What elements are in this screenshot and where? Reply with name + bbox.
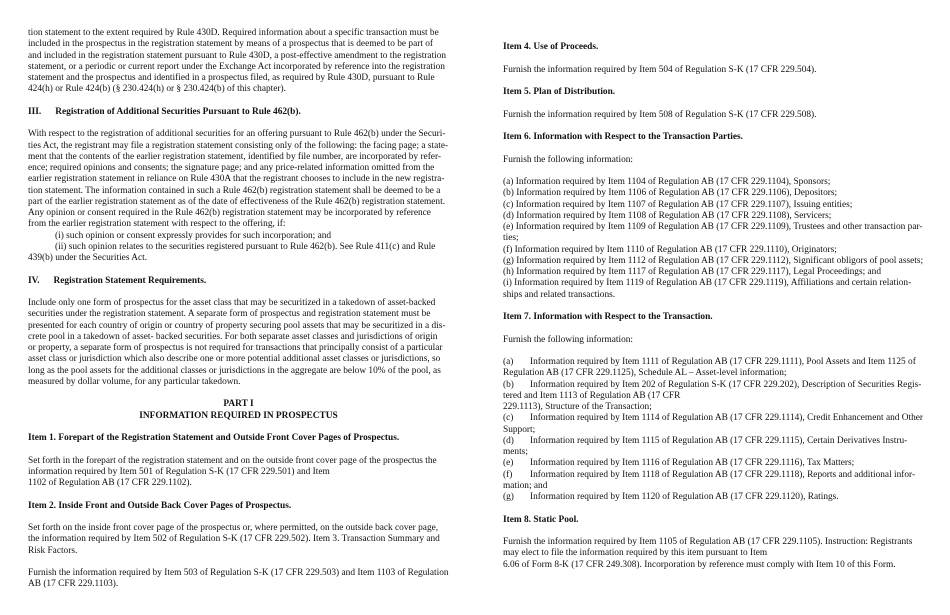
text-line: Furnish the information required by Item 503 of Regulation S-K (17 CFR 229.503) and Item 1103 of Regulation: [28, 568, 449, 578]
item-1-heading: Item 1. Forepart of the Registration Statement and Outside Front Cover Pages of Prospectus.: [28, 433, 400, 443]
item-6-heading: Item 6. Information with Respect to the Transaction Parties.: [503, 132, 743, 142]
item-6-intro: [503, 155, 923, 166]
list-text: Information required by Item 1115 of Regulation AB (17 CFR 229.1115), Certain Derivatives Instru-: [530, 435, 908, 446]
paragraph-rule-462b: [28, 129, 449, 264]
text-line: statement, or a periodic or current report under the Exchange Act incorporated by reference into the registration: [28, 61, 445, 72]
list-item: [503, 458, 923, 469]
text-line: 6.06 of Form 8-K (17 CFR 249.308). Incorporation by reference must comply with Item 10 of this Form.: [503, 559, 896, 570]
section-heading-iii: III. Registration of Additional Securities Pursuant to Rule 462(b).: [28, 106, 301, 117]
section-heading-iv: IV. Registration Statement Requirements.: [28, 275, 207, 286]
list-text: ments;: [503, 447, 528, 457]
list-label: (d): [503, 435, 514, 446]
list-text: Information required by Item 1120 of Regulation AB (17 CFR 229.1120), Ratings.: [530, 492, 839, 502]
paragraph-registration-requirements: [28, 298, 449, 388]
list-item: [503, 425, 923, 436]
list-item: (e) Information required by Item 1109 of Regulation AB (17 CFR 229.1109), Trustees and other transaction par-: [503, 222, 923, 232]
list-item: [503, 470, 923, 481]
list-text: Information required by Item 1114 of Regulation AB (17 CFR 229.1114), Credit Enhancement and Other: [530, 413, 924, 424]
list-label: (b): [503, 379, 514, 390]
text-line: and included in the registration statement pursuant to Rule 430D, a post-effective amendment to the registration: [28, 50, 447, 61]
list-item: [503, 380, 923, 391]
text-line: Furnish the following information:: [503, 154, 634, 165]
list-text: mation; and: [503, 480, 548, 491]
text-line: Risk Factors.: [28, 545, 78, 556]
item-8-text: [503, 537, 923, 571]
text-line: Include only one form of prospectus for the asset class that may be securitized in a takedown of asset-backed: [28, 298, 436, 308]
text-line: Furnish the information required by Item 504 of Regulation S-K (17 CFR 229.504).: [503, 64, 817, 75]
list-text: 229.1113), Structure of the Transaction;: [503, 402, 652, 412]
list-item: (f) Information required by Item 1110 of Regulation AB (17 CFR 229.1110), Originators;: [503, 244, 837, 255]
list-item: [503, 368, 923, 379]
item-2-heading: Item 2. Inside Front and Outside Back Cover Pages of Prospectus.: [28, 500, 292, 511]
text-line: 439(b) under the Securities Act.: [28, 253, 148, 263]
item-7-heading: Item 7. Information with Respect to the Transaction.: [503, 312, 713, 322]
text-line: information required by Item 501 of Regulation S-K (17 CFR 229.501) and Item: [28, 466, 330, 477]
list-item-i: (i) such opinion or consent expressly provides for such incorporation; and: [55, 230, 332, 241]
list-item: (d) Information required by Item 1108 of Regulation AB (17 CFR 229.1108), Servicers;: [503, 210, 832, 221]
part-title: PART I: [223, 399, 254, 410]
text-line: Set forth in the forepart of the registration statement and on the outside front cover page of the prospectus the: [28, 455, 437, 466]
list-text: Information required by Item 1111 of Regulation AB (17 CFR 229.1111), Pool Assets and Item 1125 of: [530, 357, 916, 367]
item-5-heading: Item 5. Plan of Distribution.: [503, 87, 616, 97]
list-text: Information required by Item 202 of Regulation S-K (17 CFR 229.202), Description of Securities Regis-: [530, 379, 922, 390]
text-line: part of the earlier registration statement as of the date of effectiveness of the Rule 462(b) registration statement.: [28, 196, 446, 207]
list-text: Information required by Item 1118 of Regulation AB (17 CFR 229.1118), Reports and additional infor-: [530, 469, 916, 480]
text-line: 424(h) or Rule 424(b) (§ 230.424(h) or § 230.424(b) of this chapter).: [28, 84, 286, 95]
text-line: With respect to the registration of additional securities for an offering pursuant to Rule 462(b) under the Securi-: [28, 129, 446, 140]
text-line: earlier registration statement in reliance on Rule 430A that the registrant chooses to include in the new registra-: [28, 174, 445, 185]
text-line: Furnish the information required by Item 1105 of Regulation AB (17 CFR 229.1105). Instruction: Registrants: [503, 537, 913, 547]
list-item: [503, 492, 923, 503]
text-line: ment that the contents of the earlier registration statement, identified by file number, are incorporated by refer-: [28, 151, 441, 162]
list-text: tered and Item 1113 of Regulation AB (17 CFR: [503, 390, 681, 401]
list-item-ii: (ii) such opinion relates to the securities registered pursuant to Rule 462(b). See Rule 411(c) and Rule: [55, 241, 436, 252]
item-6-list: [503, 177, 923, 301]
text-line: the information required by Item 502 of Regulation S-K (17 CFR 229.502). Item 3. Transaction Summary and: [28, 534, 440, 545]
list-item: [503, 447, 923, 458]
text-line: tion statement to the extent required by Rule 430D. Required information about a specific transaction must be: [28, 28, 439, 38]
list-item: [503, 413, 923, 424]
text-line: ties Act, the registrant may file a registration statement consisting only of the following: the facing page; a state-: [28, 140, 449, 151]
text-line: Any opinion or consent required in the Rule 462(b) registration statement may be incorporated by reference: [28, 208, 431, 218]
text-line: included in the prospectus in the registration statement by means of a prospectus that is deemed to be part of: [28, 39, 434, 50]
list-item: (i) Information required by Item 1119 of Regulation AB (17 CFR 229.1119), Affiliations and certain relation-: [503, 278, 912, 289]
list-item: (g) Information required by Item 1112 of Regulation AB (17 CFR 229.1112), Significant obligors of pool assets;: [503, 255, 924, 266]
text-line: may elect to file the information required by this item pursuant to Item: [503, 548, 768, 559]
list-item: [503, 402, 923, 413]
part-subtitle: INFORMATION REQUIRED IN PROSPECTUS: [139, 410, 338, 421]
item-5-text: [503, 110, 923, 121]
item-3-text: [28, 568, 449, 591]
text-line: asset class or jurisdiction which also describe one or more potential additional asset classes or jurisdictions, so: [28, 354, 441, 365]
list-label: (f): [503, 469, 513, 480]
list-item: [503, 481, 923, 492]
text-line: ence; required opinions and consents; the signature page; and any price-related information omitted from the: [28, 163, 435, 173]
list-item: (a) Information required by Item 1104 of Regulation AB (17 CFR 229.1104), Sponsors;: [503, 177, 831, 187]
list-item: (b) Information required by Item 1106 of Regulation AB (17 CFR 229.1106), Depositors;: [503, 188, 838, 199]
item-4-text: [503, 65, 923, 76]
text-line: or property, a separate form of prospectus is not required for transactions that principally consist of a particular: [28, 343, 443, 353]
text-line: long as the pool assets for the additional classes or jurisdictions in the aggregate are below 10% of the pool, as: [28, 365, 441, 376]
item-2-text: [28, 523, 449, 557]
list-text: Regulation AB (17 CFR 229.1125), Schedule AL – Asset-level information;: [503, 368, 787, 379]
text-line: presented for each country of origin or country of property securing pool assets that may be securitized in a dis-: [28, 320, 446, 331]
text-line: measured by dollar volume, for any particular takedown.: [28, 376, 241, 387]
item-7-list: [503, 357, 923, 503]
list-text: Information required by Item 1116 of Regulation AB (17 CFR 229.1116), Tax Matters;: [530, 458, 855, 469]
list-item: [503, 391, 923, 402]
left-column: [28, 28, 449, 602]
text-line: from the earlier registration statement with respect to the offering, if:: [28, 219, 286, 230]
text-line: Set forth on the inside front cover page of the prospectus or, where permitted, on the outside back cover page,: [28, 523, 439, 533]
text-line: AB (17 CFR 229.1103).: [28, 579, 119, 590]
list-text: Support;: [503, 424, 536, 435]
item-4-heading: Item 4. Use of Proceeds.: [503, 42, 599, 52]
list-item: (h) Information required by Item 1117 of Regulation AB (17 CFR 229.1117), Legal Proceedings; and: [503, 267, 882, 277]
paragraph-rule-430d: [28, 28, 449, 96]
text-line: Furnish the information required by Item 508 of Regulation S-K (17 CFR 229.508).: [503, 109, 817, 120]
list-item: ties;: [503, 233, 519, 244]
list-item: [503, 436, 923, 447]
list-label: (g): [503, 492, 514, 502]
text-line: tion statement. The information contained in such a Rule 462(b) registration statement shall be deemed to be a: [28, 185, 441, 196]
list-label: (e): [503, 458, 514, 469]
list-label: (a): [503, 357, 514, 367]
list-item: (c) Information required by Item 1107 of Regulation AB (17 CFR 229.1107), Issuing entities;: [503, 199, 853, 210]
text-line: securities under the registration statement. A separate form of prospectus and registration statement must be: [28, 309, 431, 320]
list-label: (c): [503, 413, 514, 424]
item-7-intro: [503, 335, 923, 346]
item-1-text: [28, 456, 449, 490]
text-line: crete pool in a takedown of asset- backed securities. For both separate asset classes and jurisdictions of origin: [28, 331, 438, 342]
list-item: ships and related transactions.: [503, 289, 616, 300]
right-column: [503, 42, 923, 582]
text-line: 1102 of Regulation AB (17 CFR 229.1102).: [28, 478, 192, 488]
item-8-heading: Item 8. Static Pool.: [503, 514, 579, 525]
text-line: Furnish the following information:: [503, 334, 634, 345]
list-item: [503, 357, 923, 368]
text-line: statement and the prospectus and identified in a prospectus filed, as required by Rule 430D, pursuant to Rule: [28, 73, 435, 83]
